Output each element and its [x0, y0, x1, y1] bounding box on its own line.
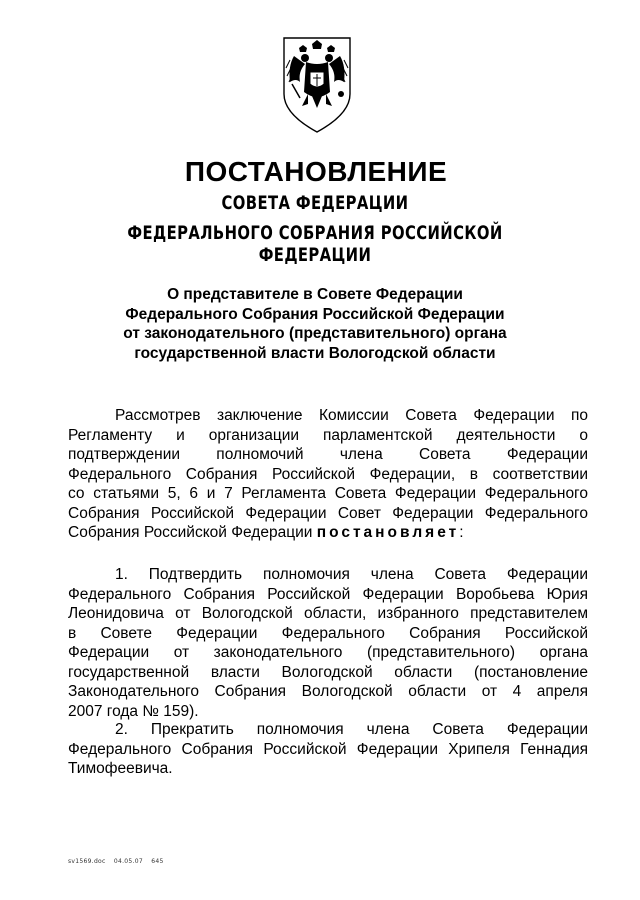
- text-line: со статьями 5, 6 и 7 Регламента Совета Федерации Федерального: [68, 485, 588, 502]
- preamble-paragraph: [68, 406, 588, 543]
- russian-coat-of-arms-icon: [272, 36, 362, 136]
- document-type-title: ПОСТАНОВЛЕНИЕ: [184, 156, 448, 187]
- footer-filename: sv1569.doc: [68, 858, 106, 865]
- subject-line: от законодательного (представительного) органа: [123, 325, 507, 342]
- item-2-paragraph: [68, 720, 588, 779]
- item-1-paragraph: [68, 565, 588, 721]
- text-line: Собрания Российской Федерации Совет Федерации Федерального: [68, 504, 588, 522]
- issuer-title-line2: ФЕДЕРАЛЬНОГО СОБРАНИЯ РОССИЙСКОЙ ФЕДЕРАЦИИ: [127, 222, 503, 266]
- text-line: Федерации от законодательного (представительного) органа: [68, 644, 588, 661]
- footer-date: 04.05.07: [113, 858, 143, 865]
- text-line: государственной власти Вологодской области (постановление: [68, 663, 588, 681]
- issuer-title-line1: СОВЕТА ФЕДЕРАЦИИ: [221, 192, 409, 214]
- text-line: Регламенту и организации парламентской деятельности о: [68, 426, 588, 444]
- footer-code: 645: [151, 858, 164, 865]
- text-line: в Совете Федерации Федерального Собрания Российской: [68, 624, 588, 642]
- text-line: Тимофеевича.: [68, 760, 173, 777]
- subject-line: О представителе в Совете Федерации: [167, 286, 463, 303]
- text-line: Федерального Собрания Российской Федерации Воробьева Юрия: [68, 585, 588, 603]
- text-line: 2. Прекратить полномочия члена Совета Федерации: [115, 721, 588, 738]
- text-line: 1. Подтвердить полномочия члена Совета Федерации: [115, 566, 588, 583]
- text-line: Леонидовича от Вологодской области, избранного представителем: [68, 605, 588, 622]
- text-fragment: Собрания Российской Федерации: [68, 524, 313, 541]
- text-line: Федерального Собрания Российской Федерации Хрипеля Геннадия: [68, 740, 588, 758]
- text-line: 2007 года № 159).: [68, 702, 199, 720]
- text-line: подтверждении полномочий члена Совета Федерации: [68, 446, 588, 463]
- document-subject: [90, 285, 540, 363]
- subject-line: государственной власти Вологодской области: [134, 344, 496, 362]
- document-footer: [68, 858, 170, 865]
- resolution-keyword: постановляет: [316, 524, 460, 541]
- text-line: [68, 523, 588, 543]
- text-line: Законодательного Собрания Вологодской области от 4 апреля: [68, 683, 588, 700]
- text-fragment: :: [459, 524, 464, 541]
- text-line: Федерального Собрания Российской Федерации, в соответствии: [68, 465, 588, 483]
- coat-of-arms: [272, 36, 362, 136]
- subject-line: Федерального Собрания Российской Федерации: [125, 305, 505, 323]
- text-line: Рассмотрев заключение Комиссии Совета Федерации по: [115, 407, 588, 424]
